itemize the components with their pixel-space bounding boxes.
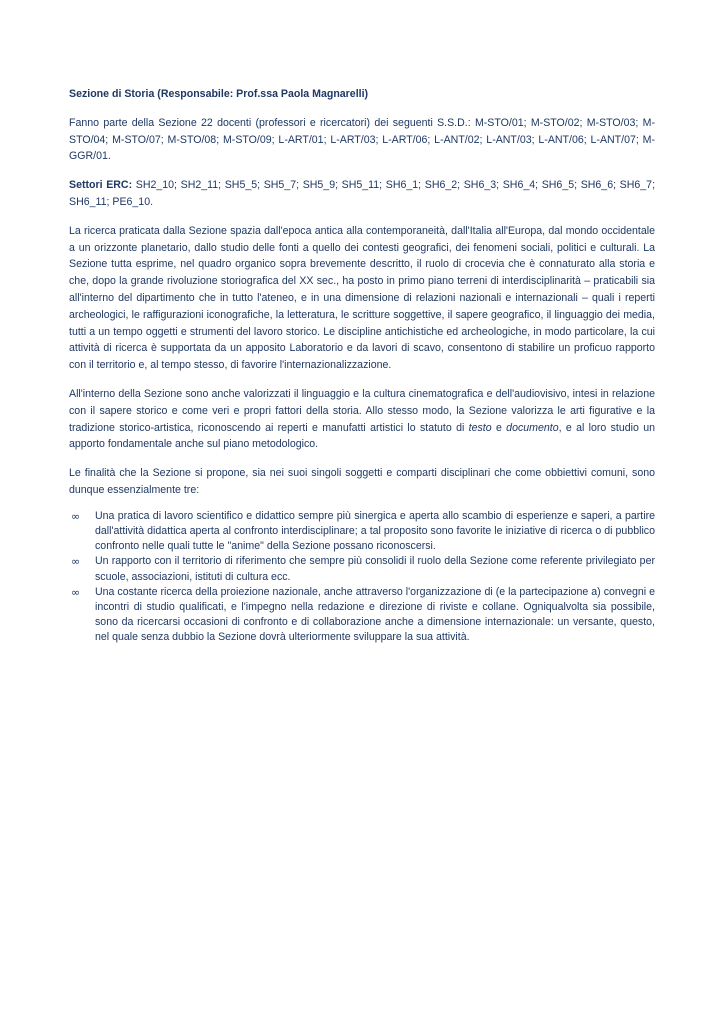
list-item [69, 509, 655, 555]
list-item-text: Un rapporto con il territorio di riferimento che sempre più consolidi il ruolo della Sezione come referente privilegiato per scuole, associazioni, istituti di cultura ecc. [95, 555, 655, 583]
erc-label: Settori ERC: [69, 179, 133, 192]
cinema-text-1: All'interno della Sezione sono anche valorizzati il linguaggio e la cultura cinematografica e dell'audiovisivo, intesi in relazione con il sapere storico e come veri e propri fattori della storia. Allo stesso modo, la Sezione valorizza le arti figurative e la tradizione storico-artistica, riconoscendo ai reperti e manufatti artistici lo statuto di [69, 387, 655, 434]
cinema-paragraph [69, 386, 655, 453]
cinema-text-2: e [491, 421, 507, 434]
aims-list [69, 509, 655, 646]
cinema-text-3: , e al loro studio un apporto fondamentale anche sul piano metodologico. [69, 421, 656, 451]
list-item [69, 585, 655, 646]
list-item-text: Una pratica di lavoro scientifico e didattico sempre più sinergica e aperta allo scambio di esperienze e saperi, a partire dall'attività didattica aperta al confronto interdisciplinare; a tal proposito sono favorite le iniziative di ricerca o di pubblico confronto nelle quali tutte le "anime" della Sezione possano riconoscersi. [95, 509, 655, 553]
section-heading: Sezione di Storia (Responsabile: Prof.ssa Paola Magnarelli) [69, 88, 369, 100]
cinema-em-documento: documento [506, 421, 559, 434]
cinema-em-testo: testo [468, 421, 492, 434]
erc-value: SH2_10; SH2_11; SH5_5; SH5_7; SH5_9; SH5_11; SH6_1; SH6_2; SH6_3; SH6_4; SH6_5; SH6_6; SH6_7; SH6_11; PE6_10. [69, 179, 656, 208]
research-paragraph: La ricerca praticata dalla Sezione spazia dall'epoca antica alla contemporaneità, dall'Italia all'Europa, dal mondo occidentale a un orizzonte planetario, dallo studio delle fonti a quello dei contesti geografici, dei fenomeni sociali, politici e culturali. La Sezione tutta esprime, nel quadro organico sopra brevemente descritto, il ruolo di crocevia che è connaturato alla storia e che, dopo la grande rivoluzione storiografica del XX sec., ha posto in primo piano terreni di interdisciplinarità – praticabili sia all'interno del dipartimento che in tutto l'ateneo, e in una dimensione di relazioni nazionali e internazionali – quali i reperti archeologici, le raffigurazioni iconografiche, la letteratura, le scritture soggettive, il sapere geografico, il linguaggio dei media, tutti a un tempo oggetti e strumenti del lavoro storico. Le discipline antichistiche ed archeologiche, in modo particolare, la cui attività di ricerca è supportata da un apposito Laboratorio e da lavori di scavo, consentono di stabilire un proficuo rapporto con il territorio e, al tempo stesso, di favorire l'internazionalizzazione. [69, 224, 655, 372]
aims-intro-paragraph: Le finalità che la Sezione si propone, sia nei suoi singoli soggetti e comparti disciplinari che come obbiettivi comuni, sono dunque essenzialmente tre: [69, 467, 655, 496]
infinity-bullet-icon: ∞ [71, 585, 81, 599]
intro-paragraph: Fanno parte della Sezione 22 docenti (professori e ricercatori) dei seguenti S.S.D.: M-STO/01; M-STO/02; M-STO/03; M-STO/04; M-STO/07; M-STO/08; M-STO/09; L-ART/01; L-ART/03; L-ART/06; L-ANT/02; L-ANT/03; L-ANT/06; L-ANT/07; M-GGR/01. [69, 116, 655, 163]
infinity-bullet-icon: ∞ [71, 509, 81, 523]
list-item-text: Una costante ricerca della proiezione nazionale, anche attraverso l'organizzazione di (e la partecipazione a) convegni e incontri di studio qualificati, e l'impegno nella redazione e direzione di riviste e collane. Ogniqualvolta sia possibile, sono da ricercarsi occasioni di confronto e di collaborazione anche a dimensione internazionale: un versante, questo, nel quale senza dubbio la Sezione dovrà ulteriormente sviluppare la sua attività. [95, 585, 655, 644]
infinity-bullet-icon: ∞ [71, 555, 81, 569]
list-item [69, 554, 655, 584]
document-page [69, 86, 655, 646]
erc-paragraph [69, 177, 655, 211]
